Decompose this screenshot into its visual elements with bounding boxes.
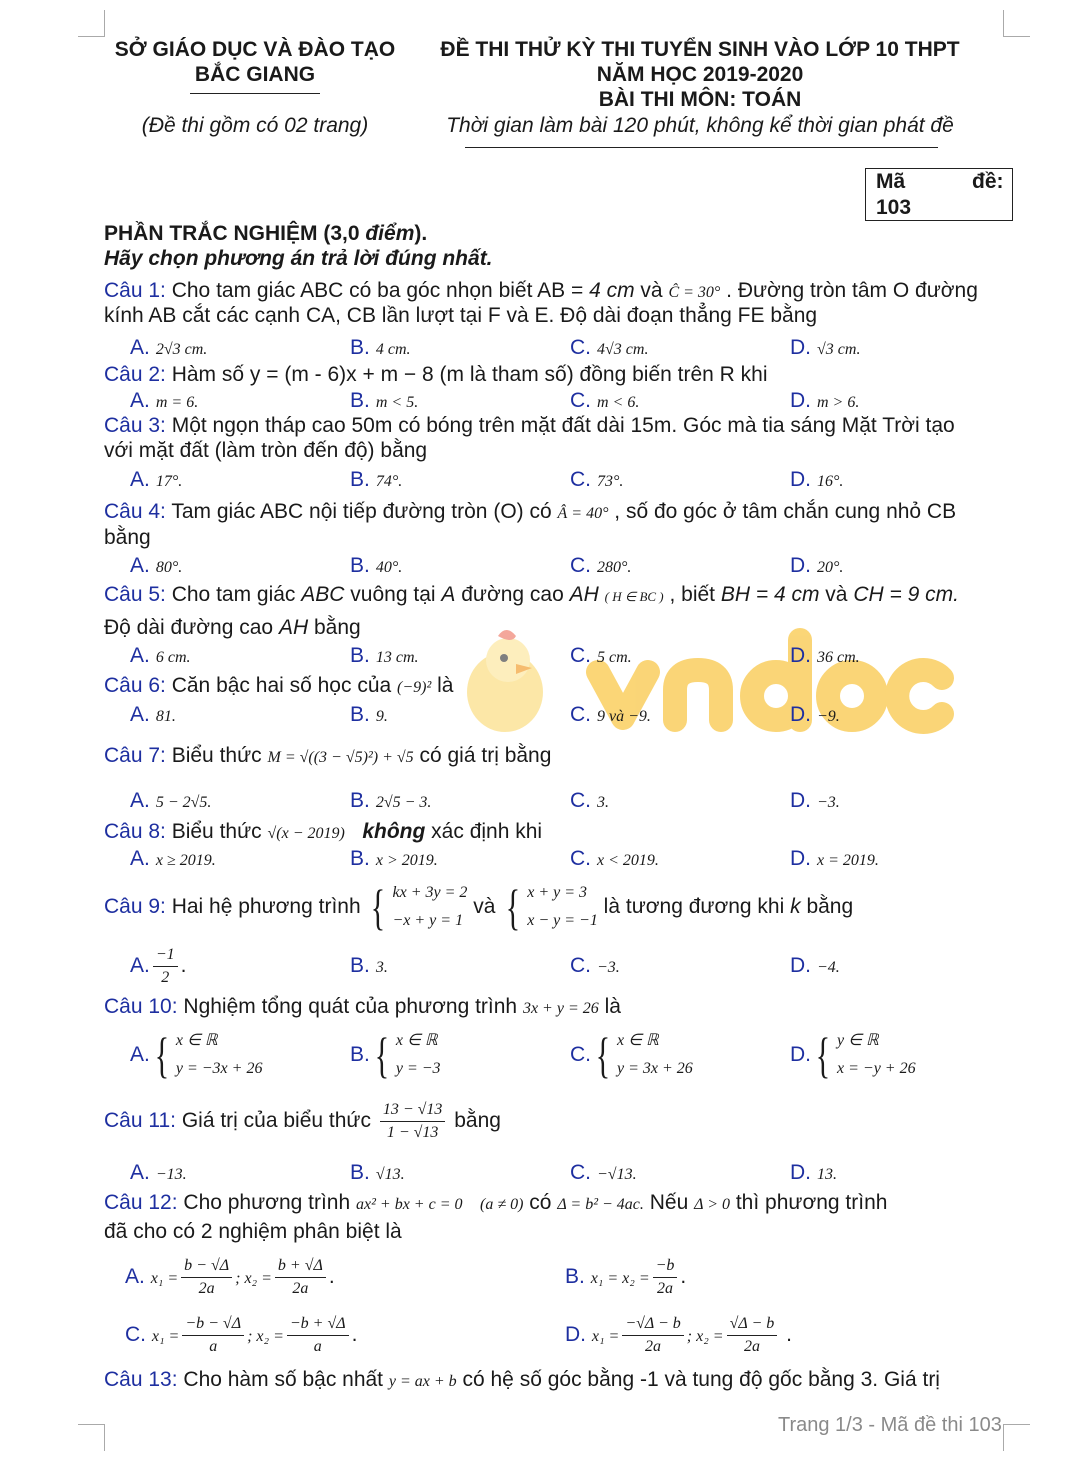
option-b: B. m < 5. [350,389,419,412]
code-label: đề: [972,170,1004,193]
option-a: A. 17°. [130,468,183,491]
option-d: D. x₁ = $\frac{-√\Delta - b}{2a}$ ; x₂ = $\frac{√\Delta - b}{2a}$ . [565,1314,792,1355]
exam-code-box [865,168,1013,221]
option-a: A. $\frac{-1}{2}$ . [130,945,187,986]
school-year: NĂM HỌC 2019-2020 [596,63,804,86]
option-a: A. 5 − 2√5. [130,789,212,812]
option-d: D. −9. [790,703,840,726]
province-name: BẮC GIANG [194,63,316,86]
option-a: A. m = 6. [130,389,199,412]
question-3-line2: với mặt đất (làm tròn đến độ) bằng [104,439,428,462]
option-d: D. m > 6. [790,389,860,412]
question-8: Câu 8: Biểu thức √(x − 2019) không xác định khi [104,820,543,843]
option-c: C. 3. [570,789,609,812]
crop-mark [78,10,105,37]
option-b: B. 4 cm. [350,336,411,359]
option-a: A. x ≥ 2019. [130,847,216,870]
option-d: D. 36 cm. [790,644,860,667]
option-a: A. 80°. [130,554,183,577]
option-c: C. 280°. [570,554,632,577]
section-instruction: Hãy chọn phương án trả lời đúng nhất. [104,247,493,270]
question-11: Câu 11: Giá trị của biểu thức $\frac{13 - √13}{1 - √13}$ bằng [104,1100,501,1141]
code-label: Mã [876,170,906,193]
pages-note: (Đề thi gồm có 02 trang) [141,114,369,137]
question-5-line2: Độ dài đường cao AH bằng [104,616,361,639]
option-d: D. { y ∈ ℝ x = −y + 26 [790,1027,916,1084]
question-13: Câu 13: Cho hàm số bậc nhất y = ax + b có hệ số góc bằng -1 và tung độ gốc bằng 3. Giá trị [104,1368,940,1391]
option-a: A. −13. [130,1161,187,1184]
option-c: C. 73°. [570,468,624,491]
option-c: C. m < 6. [570,389,640,412]
question-4: Câu 4: Tam giác ABC nội tiếp đường tròn (O) có Â = 40° , số đo góc ở tâm chắn cung nhỏ CB [104,500,957,523]
section-title: PHẦN TRẮC NGHIỆM (3,0 điểm). [104,222,428,245]
option-c: C. 9 và −9. [570,703,651,726]
option-c: C. { x ∈ ℝ y = 3x + 26 [570,1027,693,1084]
equation-system: { kx + 3y = 2 −x + y = 1 [371,879,468,936]
option-b: B. 9. [350,703,388,726]
crop-mark [78,1424,105,1451]
question-5: Câu 5: Cho tam giác ABC vuông tại A đường cao AH ( H ∈ BC ) , biết BH = 4 cm và CH = 9 cm. [104,583,959,606]
question-6: Câu 6: Căn bậc hai số học của (−9)² là [104,674,454,697]
option-b: B. x₁ = x₂ = $\frac{-b}{2a}$ . [565,1256,687,1297]
option-c: C. 5 cm. [570,644,632,667]
option-c: C. x₁ = $\frac{-b - √\Delta}{a}$ ; x₂ = $\frac{-b + √\Delta}{a}$ . [125,1314,358,1355]
divider [190,93,320,94]
option-b: B. 74°. [350,468,403,491]
option-d: D. −4. [790,954,840,977]
time-note: Thời gian làm bài 120 phút, không kể thời gian phát đề [446,114,954,137]
question-12-line2: đã cho có 2 nghiệm phân biệt là [104,1220,402,1243]
exam-code: 103 [876,196,912,219]
question-4-line2: bằng [104,526,151,549]
divider [465,147,938,148]
option-d: D. −3. [790,789,840,812]
option-b: B. √13. [350,1161,405,1184]
crop-mark [1003,10,1030,37]
question-2: Câu 2: Hàm số y = (m - 6)x + m − 8 (m là tham số) đồng biến trên R khi [104,363,768,386]
department-name: SỞ GIÁO DỤC VÀ ĐÀO TẠO [114,38,396,61]
option-d: D. x = 2019. [790,847,879,870]
vndoc-watermark-logo [460,620,960,740]
chick-mascot-icon [467,630,543,732]
option-b: B. 3. [350,954,388,977]
option-b: B. x > 2019. [350,847,438,870]
question-1-line2: kính AB cắt các cạnh CA, CB lần lượt tại F và E. Độ dài đoạn thẳng FE bằng [104,304,818,327]
page-footer: Trang 1/3 - Mã đề thi 103 [778,1414,1002,1436]
question-7: Câu 7: Biểu thức M = √((3 − √5)²) + √5 có giá trị bằng [104,744,552,767]
option-a: A. 81. [130,703,176,726]
equation-system: { x + y = 3 x − y = −1 [506,879,598,936]
question-1: Câu 1: Cho tam giác ABC có ba góc nhọn biết AB = 4 cm và Ĉ = 30° . Đường tròn tâm O đường [104,279,978,302]
option-d: D. √3 cm. [790,336,861,359]
option-c: C. x < 2019. [570,847,659,870]
option-d: D. 16°. [790,468,844,491]
option-c: C. −√13. [570,1161,637,1184]
option-d: D. 13. [790,1161,837,1184]
option-a: A. 2√3 cm. [130,336,208,359]
question-3: Câu 3: Một ngọn tháp cao 50m có bóng trên mặt đất dài 15m. Góc mà tia sáng Mặt Trời tạo [104,414,955,437]
option-b: B. 2√5 − 3. [350,789,432,812]
option-a: A. { x ∈ ℝ y = −3x + 26 [130,1027,263,1084]
crop-mark [1003,1424,1030,1451]
exam-title: ĐỀ THI THỬ KỲ THI TUYỂN SINH VÀO LỚP 10 THPT [440,38,960,61]
question-12: Câu 12: Cho phương trình ax² + bx + c = 0 (a ≠ 0) có Δ = b² − 4ac. Nếu Δ > 0 thì phương trình [104,1191,888,1214]
option-c: C. −3. [570,954,620,977]
subject: BÀI THI MÔN: TOÁN [598,88,802,111]
option-c: C. 4√3 cm. [570,336,649,359]
option-b: B. 13 cm. [350,644,419,667]
question-9: Câu 9: Hai hệ phương trình { kx + 3y = 2 −x + y = 1 và { x + y = 3 x − y = −1 là tương đương khi k bằng [104,879,854,936]
option-d: D. 20°. [790,554,844,577]
option-b: B. 40°. [350,554,403,577]
option-a: A. x₁ = $\frac{b - √\Delta}{2a}$ ; x₂ = $\frac{b + √\Delta}{2a}$ . [125,1256,335,1297]
question-10: Câu 10: Nghiệm tổng quát của phương trình 3x + y = 26 là [104,995,621,1018]
option-b: B. { x ∈ ℝ y = −3 [350,1027,441,1084]
option-a: A. 6 cm. [130,644,191,667]
